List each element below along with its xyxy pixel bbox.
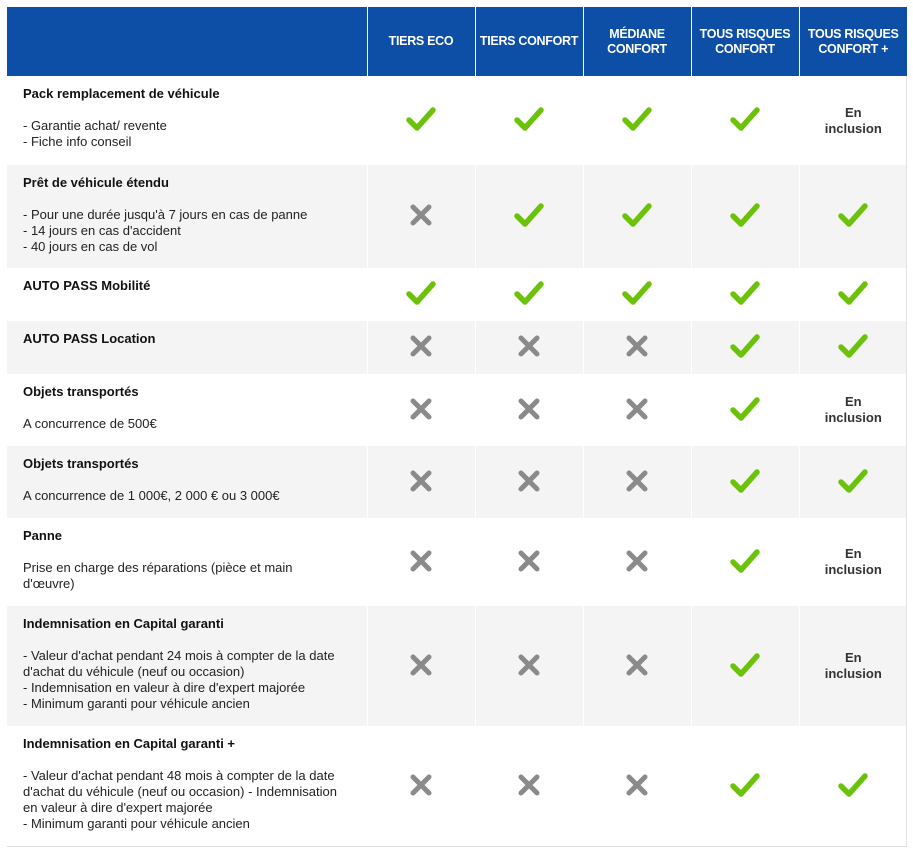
cross-icon bbox=[517, 397, 541, 424]
cell-tiers-confort bbox=[475, 606, 583, 726]
table-row bbox=[7, 446, 907, 518]
inclusion-text: En inclusion bbox=[824, 546, 882, 577]
cross-icon bbox=[409, 469, 433, 496]
feature-title: AUTO PASS Mobilité bbox=[23, 278, 151, 293]
cell-mediane-confort bbox=[583, 268, 691, 321]
cell-tous-risques-confort-plus bbox=[799, 606, 907, 726]
header-tous-risques-confort-plus: TOUS RISQUES CONFORT + bbox=[799, 7, 907, 76]
feature-description-line: - 14 jours en cas d'accident bbox=[23, 223, 181, 238]
cell-tous-risques-confort bbox=[691, 165, 799, 268]
feature-description-line: - Minimum garanti pour véhicule ancien bbox=[23, 696, 250, 711]
feature-cell bbox=[7, 374, 367, 446]
feature-description-line: Prise en charge des réparations (pièce et main bbox=[23, 560, 293, 575]
cell-tiers-eco bbox=[367, 76, 475, 165]
cell-tous-risques-confort-plus bbox=[799, 518, 907, 606]
feature-cell bbox=[7, 321, 367, 374]
cell-tiers-confort bbox=[475, 76, 583, 165]
feature-description-line: d'œuvre) bbox=[23, 576, 75, 591]
cross-icon bbox=[517, 469, 541, 496]
check-icon bbox=[838, 280, 868, 309]
feature-description-line: - Valeur d'achat pendant 24 mois à compter de la date bbox=[23, 648, 335, 663]
cell-tous-risques-confort-plus bbox=[799, 165, 907, 268]
feature-description-line: - Pour une durée jusqu'à 7 jours en cas de panne bbox=[23, 207, 308, 222]
check-icon bbox=[730, 652, 760, 681]
header-tiers-eco: TIERS ECO bbox=[367, 7, 475, 76]
cell-tous-risques-confort bbox=[691, 321, 799, 374]
feature-description-line: - 40 jours en cas de vol bbox=[23, 239, 158, 254]
cell-tiers-confort bbox=[475, 374, 583, 446]
check-icon bbox=[730, 396, 760, 425]
table-row bbox=[7, 76, 907, 165]
header-tous-risques-confort: TOUS RISQUES CONFORT bbox=[691, 7, 799, 76]
cell-tous-risques-confort-plus bbox=[799, 76, 907, 165]
coverage-comparison-table bbox=[7, 7, 907, 846]
table-body bbox=[7, 76, 907, 846]
cell-tous-risques-confort bbox=[691, 606, 799, 726]
cross-icon bbox=[625, 334, 649, 361]
cross-icon bbox=[625, 653, 649, 680]
feature-description-line: - Fiche info conseil bbox=[23, 134, 132, 149]
check-icon bbox=[838, 772, 868, 801]
feature-description-line: - Valeur d'achat pendant 48 mois à compter de la date bbox=[23, 768, 335, 783]
table-row bbox=[7, 606, 907, 726]
feature-cell bbox=[7, 606, 367, 726]
table-row bbox=[7, 518, 907, 606]
cell-mediane-confort bbox=[583, 165, 691, 268]
table-row bbox=[7, 165, 907, 268]
cross-icon bbox=[625, 397, 649, 424]
feature-title: Indemnisation en Capital garanti + bbox=[23, 736, 236, 751]
cell-mediane-confort bbox=[583, 606, 691, 726]
check-icon bbox=[730, 333, 760, 362]
check-icon bbox=[838, 333, 868, 362]
feature-description-line: - Indemnisation en valeur à dire d'expert majorée bbox=[23, 680, 306, 695]
feature-title: Panne bbox=[23, 528, 63, 543]
cross-icon bbox=[517, 334, 541, 361]
cell-tiers-confort bbox=[475, 726, 583, 846]
feature-description bbox=[23, 416, 355, 432]
feature-description-line: - Garantie achat/ revente bbox=[23, 118, 167, 133]
cell-mediane-confort bbox=[583, 321, 691, 374]
feature-description-line: A concurrence de 1 000€, 2 000 € ou 3 000€ bbox=[23, 488, 280, 503]
inclusion-text: En inclusion bbox=[824, 104, 882, 136]
check-icon bbox=[514, 106, 544, 135]
feature-cell bbox=[7, 518, 367, 606]
cross-icon bbox=[409, 549, 433, 576]
check-icon bbox=[406, 280, 436, 309]
cross-icon bbox=[409, 334, 433, 361]
table-row bbox=[7, 726, 907, 846]
feature-cell bbox=[7, 268, 367, 321]
cell-tiers-eco bbox=[367, 446, 475, 518]
cell-tiers-confort bbox=[475, 268, 583, 321]
cell-mediane-confort bbox=[583, 76, 691, 165]
cross-icon bbox=[517, 653, 541, 680]
cell-tous-risques-confort bbox=[691, 446, 799, 518]
cell-tiers-eco bbox=[367, 165, 475, 268]
feature-description bbox=[23, 118, 355, 150]
check-icon bbox=[730, 106, 760, 135]
check-icon bbox=[730, 772, 760, 801]
feature-description bbox=[23, 768, 355, 832]
cell-tous-risques-confort-plus bbox=[799, 446, 907, 518]
cross-icon bbox=[517, 773, 541, 800]
cross-icon bbox=[625, 549, 649, 576]
header-tiers-confort: TIERS CONFORT bbox=[475, 7, 583, 76]
check-icon bbox=[730, 468, 760, 497]
check-icon bbox=[838, 468, 868, 497]
cell-tiers-confort bbox=[475, 518, 583, 606]
check-icon bbox=[622, 106, 652, 135]
cell-tous-risques-confort bbox=[691, 518, 799, 606]
check-icon bbox=[622, 280, 652, 309]
table-bottom-border bbox=[7, 846, 906, 847]
header-row bbox=[7, 7, 907, 76]
cell-tiers-eco bbox=[367, 606, 475, 726]
feature-cell bbox=[7, 446, 367, 518]
check-icon bbox=[514, 202, 544, 231]
cell-tous-risques-confort bbox=[691, 374, 799, 446]
cell-tiers-confort bbox=[475, 446, 583, 518]
cell-mediane-confort bbox=[583, 446, 691, 518]
check-icon bbox=[406, 106, 436, 135]
cell-tiers-confort bbox=[475, 321, 583, 374]
check-icon bbox=[514, 280, 544, 309]
feature-description-line: en valeur à dire d'expert majorée bbox=[23, 800, 213, 815]
feature-description-line: A concurrence de 500€ bbox=[23, 416, 157, 431]
table-row bbox=[7, 374, 907, 446]
feature-cell bbox=[7, 165, 367, 268]
cell-tiers-eco bbox=[367, 726, 475, 846]
feature-title: AUTO PASS Location bbox=[23, 331, 156, 346]
table-right-border bbox=[906, 76, 907, 847]
cell-tous-risques-confort-plus bbox=[799, 726, 907, 846]
check-icon bbox=[622, 202, 652, 231]
cell-tous-risques-confort-plus bbox=[799, 268, 907, 321]
cross-icon bbox=[409, 653, 433, 680]
cell-tiers-confort bbox=[475, 165, 583, 268]
cross-icon bbox=[517, 549, 541, 576]
check-icon bbox=[838, 202, 868, 231]
feature-description-line: - Minimum garanti pour véhicule ancien bbox=[23, 816, 250, 831]
cell-mediane-confort bbox=[583, 726, 691, 846]
cross-icon bbox=[625, 469, 649, 496]
cell-tiers-eco bbox=[367, 268, 475, 321]
feature-description bbox=[23, 560, 355, 592]
cell-mediane-confort bbox=[583, 518, 691, 606]
header-corner bbox=[7, 7, 367, 76]
feature-title: Objets transportés bbox=[23, 384, 139, 399]
feature-title: Objets transportés bbox=[23, 456, 139, 471]
feature-title: Indemnisation en Capital garanti bbox=[23, 616, 224, 631]
cell-tous-risques-confort bbox=[691, 726, 799, 846]
feature-description bbox=[23, 488, 355, 504]
cell-tiers-eco bbox=[367, 518, 475, 606]
check-icon bbox=[730, 280, 760, 309]
cross-icon bbox=[409, 397, 433, 424]
cross-icon bbox=[409, 773, 433, 800]
feature-cell bbox=[7, 726, 367, 846]
table-row bbox=[7, 321, 907, 374]
cell-tous-risques-confort bbox=[691, 76, 799, 165]
cell-tiers-eco bbox=[367, 321, 475, 374]
check-icon bbox=[730, 548, 760, 577]
cell-tous-risques-confort-plus bbox=[799, 374, 907, 446]
table-row bbox=[7, 268, 907, 321]
cell-tous-risques-confort bbox=[691, 268, 799, 321]
check-icon bbox=[730, 202, 760, 231]
feature-title: Prêt de véhicule étendu bbox=[23, 175, 169, 190]
header-mediane-confort: MÉDIANE CONFORT bbox=[583, 7, 691, 76]
cell-mediane-confort bbox=[583, 374, 691, 446]
feature-description bbox=[23, 207, 355, 255]
inclusion-text: En inclusion bbox=[824, 394, 882, 425]
feature-title: Pack remplacement de véhicule bbox=[23, 86, 220, 101]
feature-description-line: d'achat du véhicule (neuf ou occasion) bbox=[23, 664, 245, 679]
feature-description-line: d'achat du véhicule (neuf ou occasion) - Indemnisation bbox=[23, 784, 337, 799]
cross-icon bbox=[625, 773, 649, 800]
cell-tous-risques-confort-plus bbox=[799, 321, 907, 374]
feature-description bbox=[23, 648, 355, 712]
cell-tiers-eco bbox=[367, 374, 475, 446]
inclusion-text: En inclusion bbox=[824, 650, 882, 681]
feature-cell bbox=[7, 76, 367, 165]
cross-icon bbox=[409, 203, 433, 230]
